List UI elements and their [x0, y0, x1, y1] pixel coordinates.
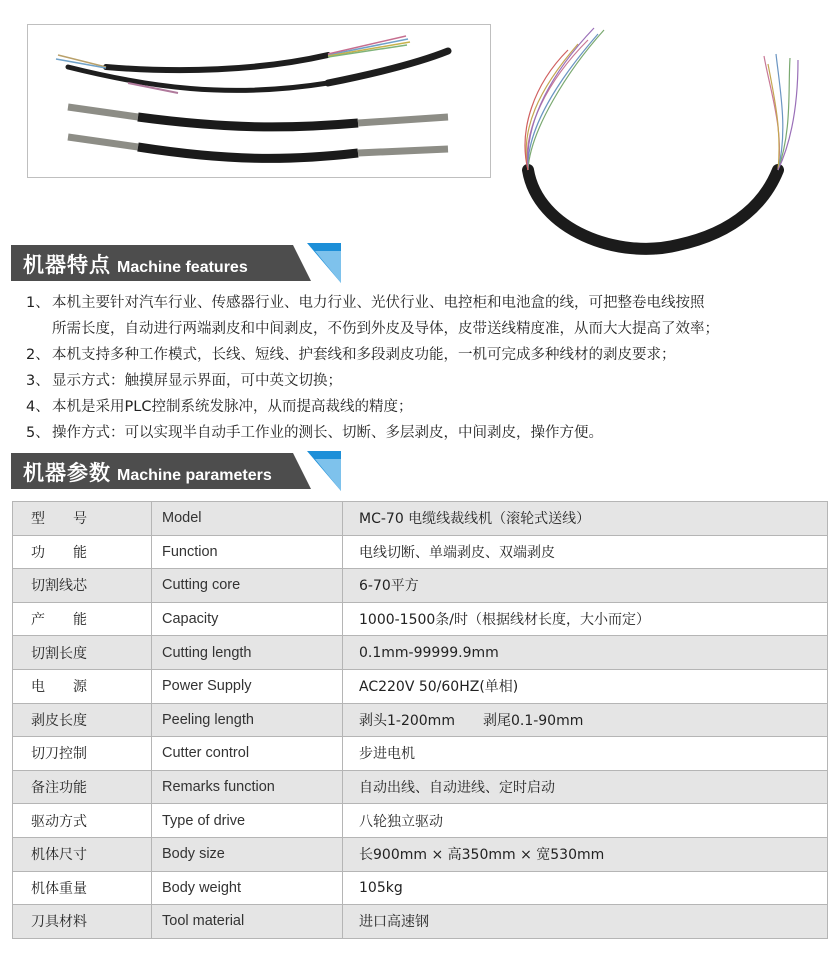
table-row — [13, 569, 828, 603]
param-name-en: Model — [152, 502, 343, 536]
table-row — [13, 703, 828, 737]
param-name-en: Body weight — [152, 871, 343, 905]
param-name-cn: 驱动方式 — [13, 804, 152, 838]
parameters-section-header — [11, 451, 331, 491]
feature-number: 4、 — [26, 399, 50, 415]
param-name-en: Type of drive — [152, 804, 343, 838]
table-row — [13, 602, 828, 636]
param-value: 1000-1500条/时（根据线材长度，大小而定） — [343, 602, 828, 636]
param-name-cn: 机体尺寸 — [13, 837, 152, 871]
param-name-cn: 电 源 — [13, 669, 152, 703]
parameters-table — [12, 501, 828, 939]
param-name-en: Cutter control — [152, 737, 343, 771]
param-value: 进口高速钢 — [343, 905, 828, 939]
section-title-cn: 机器特点 — [23, 253, 111, 277]
param-name-en: Power Supply — [152, 669, 343, 703]
param-value: 自动出线、自动进线、定时启动 — [343, 770, 828, 804]
param-value: 105kg — [343, 871, 828, 905]
feature-text: 所需长度，自动进行两端剥皮和中间剥皮，不伤到外皮及导体，皮带送线精度准，从而大大提高了效率； — [52, 321, 719, 337]
param-name-en: Peeling length — [152, 703, 343, 737]
param-name-cn: 切割线芯 — [13, 569, 152, 603]
param-value: 电线切断、单端剥皮、双端剥皮 — [343, 535, 828, 569]
table-row — [13, 669, 828, 703]
section-title-en: Machine features — [117, 259, 248, 276]
param-name-en: Function — [152, 535, 343, 569]
table-row — [13, 837, 828, 871]
cable-samples-image — [27, 24, 491, 178]
section-title-cn: 机器参数 — [23, 461, 111, 485]
param-value: 6-70平方 — [343, 569, 828, 603]
table-row — [13, 905, 828, 939]
param-name-en: Cutting core — [152, 569, 343, 603]
param-value: 长900mm × 高350mm × 宽530mm — [343, 837, 828, 871]
param-value: 0.1mm-99999.9mm — [343, 636, 828, 670]
param-value: 八轮独立驱动 — [343, 804, 828, 838]
feature-item — [26, 368, 826, 394]
section-title — [23, 249, 248, 279]
table-row — [13, 871, 828, 905]
features-list — [26, 290, 826, 446]
feature-number: 1、 — [26, 295, 50, 311]
table-row — [13, 737, 828, 771]
param-name-cn: 型 号 — [13, 502, 152, 536]
feature-text: 本机主要针对汽车行业、传感器行业、电力行业、光伏行业、电控柜和电池盒的线，可把整卷电线按照 — [52, 295, 705, 311]
feature-text: 操作方式：可以实现半自动手工作业的测长、切断、多层剥皮，中间剥皮，操作方便。 — [52, 425, 603, 441]
table-row — [13, 636, 828, 670]
param-value: MC-70 电缆线裁线机（滚轮式送线） — [343, 502, 828, 536]
feature-item — [26, 394, 826, 420]
section-title — [23, 457, 272, 487]
feature-number: 3、 — [26, 373, 50, 389]
param-name-cn: 产 能 — [13, 602, 152, 636]
features-section-header — [11, 243, 331, 283]
table-row — [13, 770, 828, 804]
feature-item — [26, 420, 826, 446]
param-name-cn: 切刀控制 — [13, 737, 152, 771]
param-name-en: Remarks function — [152, 770, 343, 804]
param-value: AC220V 50/60HZ(单相) — [343, 669, 828, 703]
section-title-en: Machine parameters — [117, 467, 272, 484]
param-value: 剥头1-200mm 剥尾0.1-90mm — [343, 703, 828, 737]
multicore-cable-image — [508, 20, 818, 260]
param-name-cn: 功 能 — [13, 535, 152, 569]
param-name-en: Tool material — [152, 905, 343, 939]
table-row — [13, 502, 828, 536]
feature-item — [26, 290, 826, 342]
feature-text: 本机支持多种工作模式，长线、短线、护套线和多段剥皮功能，一机可完成多种线材的剥皮要求； — [52, 347, 676, 363]
feature-text: 本机是采用PLC控制系统发脉冲，从而提高裁线的精度； — [52, 399, 413, 415]
table-row — [13, 535, 828, 569]
param-value: 步进电机 — [343, 737, 828, 771]
feature-item — [26, 342, 826, 368]
feature-number: 2、 — [26, 347, 50, 363]
feature-text: 显示方式：触摸屏显示界面，可中英文切换； — [52, 373, 342, 389]
param-name-cn: 剥皮长度 — [13, 703, 152, 737]
table-row — [13, 804, 828, 838]
param-name-en: Capacity — [152, 602, 343, 636]
param-name-cn: 机体重量 — [13, 871, 152, 905]
param-name-en: Cutting length — [152, 636, 343, 670]
param-name-en: Body size — [152, 837, 343, 871]
feature-number: 5、 — [26, 425, 50, 441]
param-name-cn: 备注功能 — [13, 770, 152, 804]
param-name-cn: 切割长度 — [13, 636, 152, 670]
param-name-cn: 刀具材料 — [13, 905, 152, 939]
